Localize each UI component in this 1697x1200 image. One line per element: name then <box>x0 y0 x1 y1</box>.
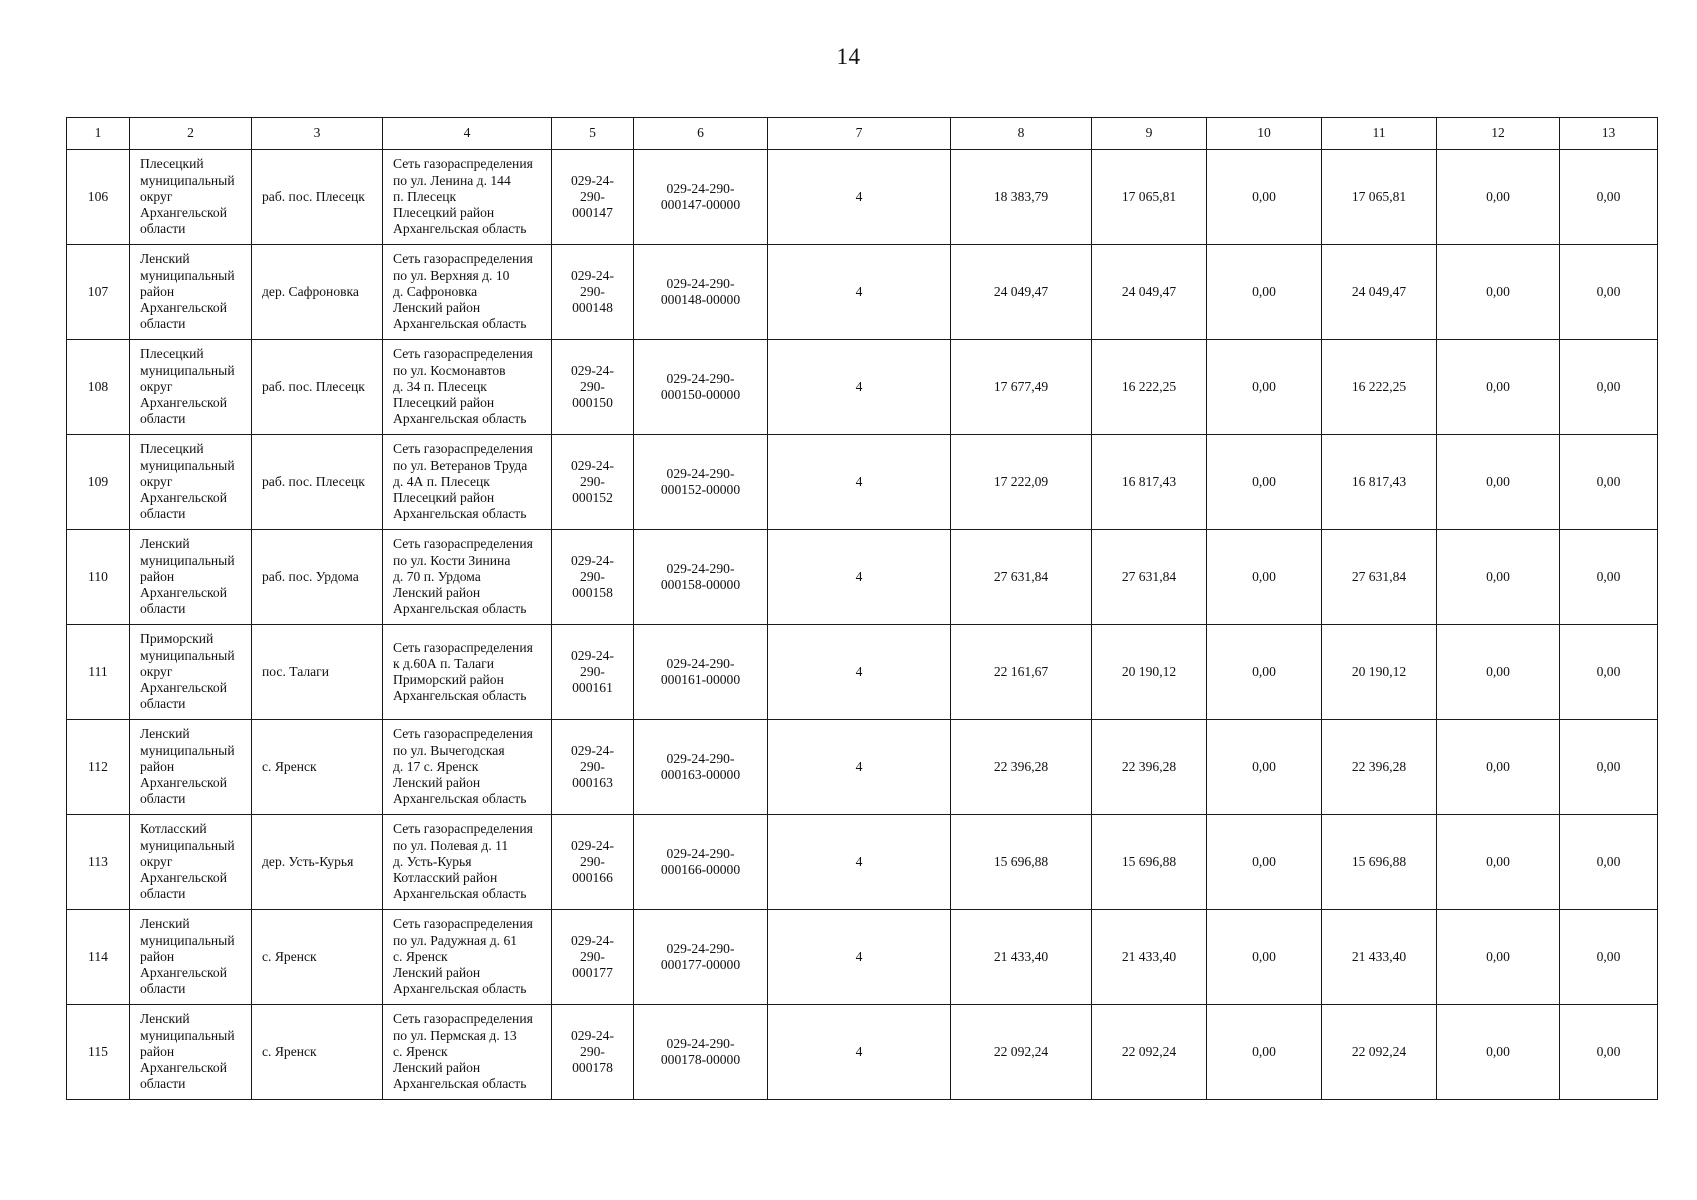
column-8-cell: 17 222,09 <box>951 435 1092 530</box>
column-8-cell: 24 049,47 <box>951 245 1092 340</box>
column-9-cell: 16 222,25 <box>1092 340 1207 435</box>
column-7-cell: 4 <box>768 625 951 720</box>
column-11-cell: 27 631,84 <box>1322 530 1437 625</box>
column-header: 3 <box>252 118 383 150</box>
column-7-cell: 4 <box>768 435 951 530</box>
settlement-cell: раб. пос. Плесецк <box>252 340 383 435</box>
data-table <box>66 117 1658 1100</box>
full-code-cell: 029-24-290- 000150-00000 <box>634 340 768 435</box>
column-10-cell: 0,00 <box>1207 150 1322 245</box>
object-name-cell: Сеть газораспределения по ул. Вычегодская д. 17 с. Яренск Ленский район Архангельская область <box>383 720 552 815</box>
full-code-cell: 029-24-290- 000163-00000 <box>634 720 768 815</box>
column-12-cell: 0,00 <box>1437 720 1560 815</box>
registry-code-cell: 029-24- 290- 000147 <box>552 150 634 245</box>
municipality-cell: Приморский муниципальный округ Архангельской области <box>130 625 252 720</box>
column-11-cell: 22 396,28 <box>1322 720 1437 815</box>
column-11-cell: 16 222,25 <box>1322 340 1437 435</box>
column-13-cell: 0,00 <box>1560 530 1658 625</box>
column-12-cell: 0,00 <box>1437 340 1560 435</box>
column-13-cell: 0,00 <box>1560 1005 1658 1100</box>
row-number-cell: 111 <box>67 625 130 720</box>
settlement-cell: с. Яренск <box>252 720 383 815</box>
column-10-cell: 0,00 <box>1207 530 1322 625</box>
row-number-cell: 107 <box>67 245 130 340</box>
column-header: 10 <box>1207 118 1322 150</box>
column-7-cell: 4 <box>768 720 951 815</box>
municipality-cell: Котласский муниципальный округ Архангельской области <box>130 815 252 910</box>
full-code-cell: 029-24-290- 000158-00000 <box>634 530 768 625</box>
column-7-cell: 4 <box>768 530 951 625</box>
registry-code-cell: 029-24- 290- 000161 <box>552 625 634 720</box>
municipality-cell: Ленский муниципальный район Архангельской области <box>130 530 252 625</box>
registry-code-cell: 029-24- 290- 000166 <box>552 815 634 910</box>
table-body <box>67 150 1658 1100</box>
table-row <box>67 150 1658 245</box>
column-7-cell: 4 <box>768 1005 951 1100</box>
full-code-cell: 029-24-290- 000152-00000 <box>634 435 768 530</box>
column-header: 5 <box>552 118 634 150</box>
full-code-cell: 029-24-290- 000178-00000 <box>634 1005 768 1100</box>
column-11-cell: 16 817,43 <box>1322 435 1437 530</box>
column-10-cell: 0,00 <box>1207 625 1322 720</box>
column-header: 2 <box>130 118 252 150</box>
row-number-cell: 114 <box>67 910 130 1005</box>
registry-code-cell: 029-24- 290- 000163 <box>552 720 634 815</box>
column-10-cell: 0,00 <box>1207 245 1322 340</box>
page-number: 14 <box>836 44 861 69</box>
column-11-cell: 21 433,40 <box>1322 910 1437 1005</box>
column-13-cell: 0,00 <box>1560 150 1658 245</box>
column-9-cell: 27 631,84 <box>1092 530 1207 625</box>
full-code-cell: 029-24-290- 000166-00000 <box>634 815 768 910</box>
column-header: 12 <box>1437 118 1560 150</box>
column-13-cell: 0,00 <box>1560 245 1658 340</box>
row-number-cell: 106 <box>67 150 130 245</box>
table-row <box>67 435 1658 530</box>
object-name-cell: Сеть газораспределения по ул. Верхняя д. 10 д. Сафроновка Ленский район Архангельская область <box>383 245 552 340</box>
column-header: 6 <box>634 118 768 150</box>
column-9-cell: 22 092,24 <box>1092 1005 1207 1100</box>
column-7-cell: 4 <box>768 150 951 245</box>
column-8-cell: 22 092,24 <box>951 1005 1092 1100</box>
column-10-cell: 0,00 <box>1207 1005 1322 1100</box>
object-name-cell: Сеть газораспределения по ул. Полевая д. 11 д. Усть-Курья Котласский район Архангельская область <box>383 815 552 910</box>
settlement-cell: дер. Усть-Курья <box>252 815 383 910</box>
column-10-cell: 0,00 <box>1207 910 1322 1005</box>
full-code-cell: 029-24-290- 000161-00000 <box>634 625 768 720</box>
registry-code-cell: 029-24- 290- 000152 <box>552 435 634 530</box>
table-row <box>67 530 1658 625</box>
column-10-cell: 0,00 <box>1207 720 1322 815</box>
column-header: 7 <box>768 118 951 150</box>
column-11-cell: 24 049,47 <box>1322 245 1437 340</box>
column-7-cell: 4 <box>768 245 951 340</box>
column-13-cell: 0,00 <box>1560 815 1658 910</box>
column-header: 11 <box>1322 118 1437 150</box>
column-10-cell: 0,00 <box>1207 815 1322 910</box>
column-9-cell: 24 049,47 <box>1092 245 1207 340</box>
column-12-cell: 0,00 <box>1437 910 1560 1005</box>
row-number-cell: 108 <box>67 340 130 435</box>
column-11-cell: 22 092,24 <box>1322 1005 1437 1100</box>
settlement-cell: раб. пос. Плесецк <box>252 435 383 530</box>
table-row <box>67 910 1658 1005</box>
column-header: 4 <box>383 118 552 150</box>
column-11-cell: 15 696,88 <box>1322 815 1437 910</box>
table-row <box>67 1005 1658 1100</box>
column-9-cell: 16 817,43 <box>1092 435 1207 530</box>
column-9-cell: 17 065,81 <box>1092 150 1207 245</box>
object-name-cell: Сеть газораспределения по ул. Радужная д. 61 с. Яренск Ленский район Архангельская область <box>383 910 552 1005</box>
object-name-cell: Сеть газораспределения по ул. Космонавтов д. 34 п. Плесецк Плесецкий район Архангельская область <box>383 340 552 435</box>
table-row <box>67 720 1658 815</box>
table-row <box>67 815 1658 910</box>
column-header: 1 <box>67 118 130 150</box>
column-12-cell: 0,00 <box>1437 150 1560 245</box>
column-9-cell: 20 190,12 <box>1092 625 1207 720</box>
column-8-cell: 18 383,79 <box>951 150 1092 245</box>
table-row <box>67 340 1658 435</box>
table-row <box>67 625 1658 720</box>
column-13-cell: 0,00 <box>1560 720 1658 815</box>
column-12-cell: 0,00 <box>1437 1005 1560 1100</box>
column-13-cell: 0,00 <box>1560 625 1658 720</box>
settlement-cell: с. Яренск <box>252 1005 383 1100</box>
municipality-cell: Плесецкий муниципальный округ Архангельской области <box>130 435 252 530</box>
column-7-cell: 4 <box>768 815 951 910</box>
object-name-cell: Сеть газораспределения к д.60А п. Талаги Приморский район Архангельская область <box>383 625 552 720</box>
settlement-cell: пос. Талаги <box>252 625 383 720</box>
registry-code-cell: 029-24- 290- 000158 <box>552 530 634 625</box>
municipality-cell: Ленский муниципальный район Архангельской области <box>130 910 252 1005</box>
column-12-cell: 0,00 <box>1437 435 1560 530</box>
column-13-cell: 0,00 <box>1560 910 1658 1005</box>
column-7-cell: 4 <box>768 910 951 1005</box>
registry-code-cell: 029-24- 290- 000150 <box>552 340 634 435</box>
column-13-cell: 0,00 <box>1560 340 1658 435</box>
column-9-cell: 21 433,40 <box>1092 910 1207 1005</box>
municipality-cell: Ленский муниципальный район Архангельской области <box>130 245 252 340</box>
row-number-cell: 113 <box>67 815 130 910</box>
column-13-cell: 0,00 <box>1560 435 1658 530</box>
column-9-cell: 15 696,88 <box>1092 815 1207 910</box>
row-number-cell: 115 <box>67 1005 130 1100</box>
column-12-cell: 0,00 <box>1437 530 1560 625</box>
settlement-cell: раб. пос. Плесецк <box>252 150 383 245</box>
column-8-cell: 17 677,49 <box>951 340 1092 435</box>
object-name-cell: Сеть газораспределения по ул. Ветеранов Труда д. 4А п. Плесецк Плесецкий район Архангельская область <box>383 435 552 530</box>
municipality-cell: Ленский муниципальный район Архангельской области <box>130 720 252 815</box>
registry-code-cell: 029-24- 290- 000148 <box>552 245 634 340</box>
settlement-cell: с. Яренск <box>252 910 383 1005</box>
data-table-container <box>66 117 1657 1100</box>
municipality-cell: Плесецкий муниципальный округ Архангельской области <box>130 150 252 245</box>
column-header: 9 <box>1092 118 1207 150</box>
column-12-cell: 0,00 <box>1437 245 1560 340</box>
municipality-cell: Плесецкий муниципальный округ Архангельской области <box>130 340 252 435</box>
municipality-cell: Ленский муниципальный район Архангельской области <box>130 1005 252 1100</box>
column-header: 13 <box>1560 118 1658 150</box>
column-8-cell: 15 696,88 <box>951 815 1092 910</box>
row-number-cell: 110 <box>67 530 130 625</box>
object-name-cell: Сеть газораспределения по ул. Ленина д. 144 п. Плесецк Плесецкий район Архангельская область <box>383 150 552 245</box>
column-12-cell: 0,00 <box>1437 815 1560 910</box>
column-7-cell: 4 <box>768 340 951 435</box>
settlement-cell: дер. Сафроновка <box>252 245 383 340</box>
full-code-cell: 029-24-290- 000177-00000 <box>634 910 768 1005</box>
column-8-cell: 21 433,40 <box>951 910 1092 1005</box>
column-9-cell: 22 396,28 <box>1092 720 1207 815</box>
full-code-cell: 029-24-290- 000148-00000 <box>634 245 768 340</box>
column-header-row <box>67 118 1658 150</box>
registry-code-cell: 029-24- 290- 000177 <box>552 910 634 1005</box>
full-code-cell: 029-24-290- 000147-00000 <box>634 150 768 245</box>
table-row <box>67 245 1658 340</box>
object-name-cell: Сеть газораспределения по ул. Кости Зинина д. 70 п. Урдома Ленский район Архангельская область <box>383 530 552 625</box>
row-number-cell: 109 <box>67 435 130 530</box>
settlement-cell: раб. пос. Урдома <box>252 530 383 625</box>
column-11-cell: 20 190,12 <box>1322 625 1437 720</box>
column-12-cell: 0,00 <box>1437 625 1560 720</box>
column-8-cell: 22 161,67 <box>951 625 1092 720</box>
column-8-cell: 27 631,84 <box>951 530 1092 625</box>
column-8-cell: 22 396,28 <box>951 720 1092 815</box>
registry-code-cell: 029-24- 290- 000178 <box>552 1005 634 1100</box>
column-10-cell: 0,00 <box>1207 340 1322 435</box>
column-header: 8 <box>951 118 1092 150</box>
row-number-cell: 112 <box>67 720 130 815</box>
column-10-cell: 0,00 <box>1207 435 1322 530</box>
column-11-cell: 17 065,81 <box>1322 150 1437 245</box>
object-name-cell: Сеть газораспределения по ул. Пермская д. 13 с. Яренск Ленский район Архангельская область <box>383 1005 552 1100</box>
